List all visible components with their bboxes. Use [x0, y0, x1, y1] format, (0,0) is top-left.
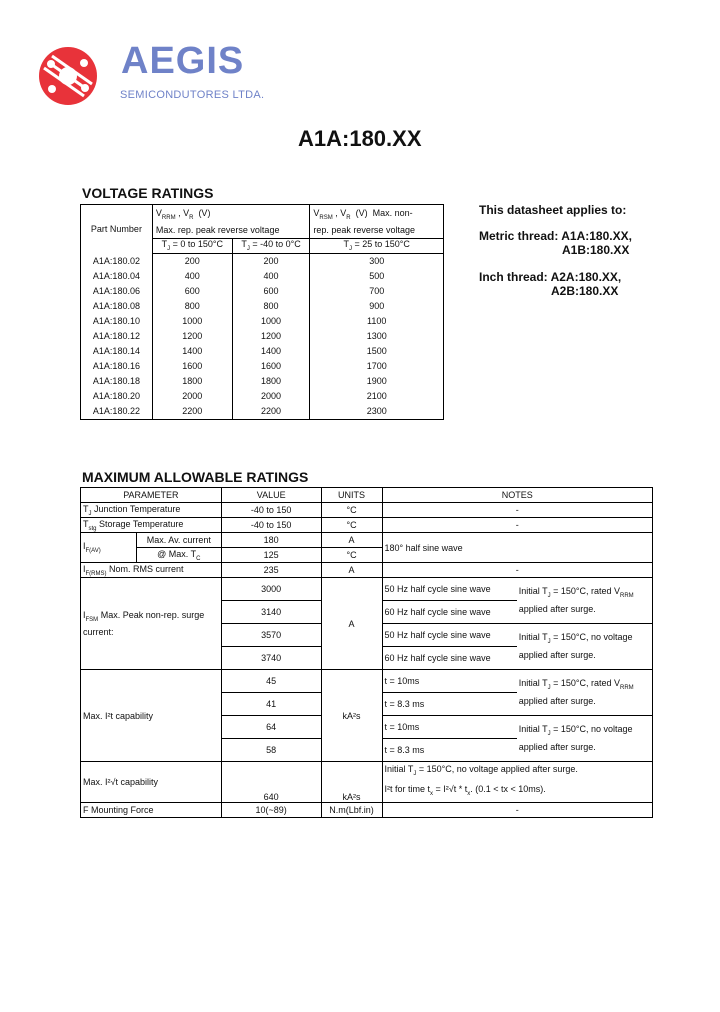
voltage-cell: 700 — [310, 284, 444, 299]
table-row — [81, 329, 444, 344]
temp-range-2: $T_J = -40$ to 0°C — [232, 238, 310, 253]
voltage-cell: 1500 — [310, 344, 444, 359]
table-row — [81, 344, 444, 359]
param-header: PARAMETER — [81, 488, 222, 503]
value-header: VALUE — [221, 488, 321, 503]
table-row: 41 t = 8.3 ms — [81, 693, 653, 716]
voltage-cell: 2000 — [152, 389, 232, 404]
table-row — [81, 389, 444, 404]
voltage-cell: 1800 — [152, 374, 232, 389]
part-number-cell: A1A:180.02 — [92, 255, 140, 266]
document-title: A1A:180.XX — [298, 126, 422, 151]
voltage-cell: 1000 — [232, 314, 310, 329]
voltage-cell: 600 — [232, 284, 310, 299]
table-row: 3140 60 Hz half cycle sine wave — [81, 601, 653, 624]
voltage-cell: 1700 — [310, 359, 444, 374]
voltage-cell: 1100 — [310, 314, 444, 329]
voltage-cell: 2200 — [232, 404, 310, 420]
table-row: $T_J$ Junction Temperature -40 to 150 °C - — [81, 503, 653, 518]
part-number-cell: A1A:180.22 — [92, 405, 140, 416]
table-row: $I_{F(RMS)}$ Nom. RMS current 235 A - — [81, 563, 653, 578]
part-number-cell: A1A:180.04 — [92, 270, 140, 281]
table-row — [81, 404, 444, 420]
voltage-cell: 300 — [310, 253, 444, 269]
inch-thread-2: A2B:180.XX — [551, 284, 619, 298]
voltage-cell: 2100 — [310, 389, 444, 404]
part-number-cell: A1A:180.12 — [92, 330, 140, 341]
table-row — [81, 284, 444, 299]
rep-voltage-header: $V_{RRM}$ , $V_R$ (V) Max. rep. peak reverse voltage — [152, 205, 310, 239]
table-row — [81, 269, 444, 284]
voltage-cell: 1400 — [232, 344, 310, 359]
voltage-cell: 1800 — [232, 374, 310, 389]
table-row: 58 t = 8.3 ms — [81, 739, 653, 762]
voltage-cell: 200 — [152, 253, 232, 269]
voltage-cell: 1200 — [152, 329, 232, 344]
voltage-cell: 500 — [310, 269, 444, 284]
voltage-cell: 2200 — [152, 404, 232, 420]
voltage-cell: 1300 — [310, 329, 444, 344]
table-row: 3740 60 Hz half cycle sine wave — [81, 647, 653, 670]
voltage-cell: 1600 — [152, 359, 232, 374]
table-row: 3570 50 Hz half cycle sine wave Initial $T_J = 150^\circ C$, no voltage applied after surge. — [81, 624, 653, 647]
table-row — [81, 374, 444, 389]
voltage-cell: 1000 — [152, 314, 232, 329]
voltage-cell: 400 — [232, 269, 310, 284]
table-row — [81, 359, 444, 374]
table-row: $T_{stg}$ Storage Temperature -40 to 150 °C - — [81, 518, 653, 533]
part-number-cell: A1A:180.18 — [92, 375, 140, 386]
table-row: F Mounting Force 10(~89) N.m(Lbf.in) - — [81, 802, 653, 817]
temp-range-3: $T_J = 25$ to 150°C — [310, 238, 444, 253]
voltage-cell: 1600 — [232, 359, 310, 374]
aegis-logo-icon — [38, 42, 98, 108]
part-number-cell: A1A:180.10 — [92, 315, 140, 326]
part-number-cell: A1A:180.08 — [92, 300, 140, 311]
part-number-cell: A1A:180.20 — [92, 390, 140, 401]
max-ratings-title: MAXIMUM ALLOWABLE RATINGS — [82, 469, 309, 485]
part-number-header: Part Number — [90, 224, 142, 235]
voltage-ratings-title: VOLTAGE RATINGS — [82, 185, 214, 201]
table-row: $I_{FSM}$ Max. Peak non-rep. surge current: 3000 A 50 Hz half cycle sine wave Initial $T_J = 150^\circ C$, rated $V_{RRM}$ applied after surge. — [81, 578, 653, 601]
voltage-cell: 600 — [152, 284, 232, 299]
part-number-cell: A1A:180.14 — [92, 345, 140, 356]
voltage-cell: 200 — [232, 253, 310, 269]
voltage-cell: 1400 — [152, 344, 232, 359]
metric-thread: Metric thread: A1A:180.XX, — [479, 229, 632, 243]
table-row — [81, 299, 444, 314]
table-row — [81, 314, 444, 329]
brand-name: AEGIS — [121, 40, 245, 82]
table-row: $I_{F(AV)}$ Max. Av. current 180 A 180° half sine wave — [81, 533, 653, 548]
temp-range-1: $T_J = 0$ to 150°C — [152, 238, 232, 253]
voltage-cell: 400 — [152, 269, 232, 284]
part-number-cell: A1A:180.06 — [92, 285, 140, 296]
voltage-cell: 900 — [310, 299, 444, 314]
voltage-cell: 1200 — [232, 329, 310, 344]
applies-intro: This datasheet applies to: — [479, 203, 627, 217]
table-row: 64 t = 10ms Initial $T_J = 150^\circ C$, no voltage applied after surge. — [81, 716, 653, 739]
brand-subtitle: SEMICONDUTORES LTDA. — [120, 89, 265, 101]
units-header: UNITS — [321, 488, 382, 503]
voltage-ratings-table — [80, 204, 444, 420]
table-row: Max. I²√t capability 640 kA²s Initial $T_J = 150^\circ C$, no voltage applied after surge. I²t for time $t_x = I^2√t * t_x$. (0.1 < tx < 10ms). — [81, 762, 653, 803]
notes-header: NOTES — [382, 488, 652, 503]
nonrep-voltage-header: $V_{RSM}$ , $V_R$ (V) Max. non- rep. peak reverse voltage — [310, 205, 444, 239]
part-number-cell: A1A:180.16 — [92, 360, 140, 371]
metric-thread-2: A1B:180.XX — [562, 243, 630, 257]
voltage-cell: 1900 — [310, 374, 444, 389]
voltage-cell: 2000 — [232, 389, 310, 404]
table-row: @ Max. $T_C$ 125 °C — [81, 548, 653, 563]
max-ratings-table — [80, 487, 653, 818]
table-row — [81, 253, 444, 269]
voltage-cell: 2300 — [310, 404, 444, 420]
voltage-cell: 800 — [152, 299, 232, 314]
inch-thread: Inch thread: A2A:180.XX, — [479, 270, 622, 284]
table-row: Max. I²t capability 45 kA²s t = 10ms Initial $T_J = 150^\circ C$, rated $V_{RRM}$ applied after surge. — [81, 670, 653, 693]
voltage-cell: 800 — [232, 299, 310, 314]
